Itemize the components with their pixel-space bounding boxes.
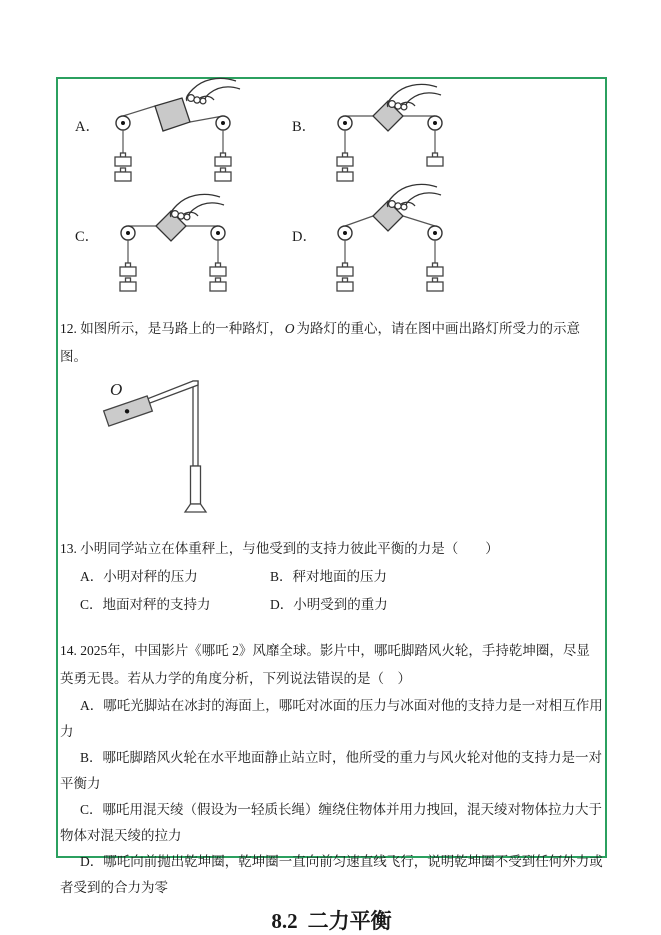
weight-stack-icon bbox=[115, 153, 231, 181]
q14-option-a: A．哪吒光脚站在冰封的海面上，哪吒对冰面的压力与冰面对他的支持力是一对相互作用力 bbox=[60, 698, 603, 739]
weight-stack-icon bbox=[120, 263, 226, 291]
q12-prefix: 12. 如图所示，是马路上的一种路灯， bbox=[60, 321, 283, 336]
q12-center-symbol: O bbox=[284, 321, 295, 336]
option-letter-d: D． bbox=[292, 229, 317, 245]
q14-option-c: C．哪吒用混天绫（假设为一轻质长绳）缠绕住物体并用力拽回，混天绫对物体拉力大于物体对混天绫的拉力 bbox=[60, 802, 603, 843]
pulley-diagram-b-image bbox=[318, 85, 496, 191]
section-number: 8.2 bbox=[271, 909, 298, 933]
option-figure-a bbox=[75, 85, 292, 191]
q14-option-b: B．哪吒脚踏风火轮在水平地面静止站立时，他所受的重力与风火轮对他的支持力是一对平衡力 bbox=[60, 750, 603, 791]
option-figure-d bbox=[292, 195, 603, 301]
held-block bbox=[155, 98, 190, 131]
option-letter-b: B． bbox=[292, 119, 317, 135]
worksheet-page bbox=[56, 77, 607, 933]
option-figure-c bbox=[75, 195, 292, 301]
section-heading bbox=[60, 905, 603, 935]
hand-icon bbox=[186, 78, 240, 104]
lamp-head bbox=[104, 396, 153, 426]
q13-option-c: C．地面对秤的支持力 bbox=[80, 597, 211, 612]
street-lamp-figure bbox=[98, 371, 603, 513]
pulley-diagram-c-image bbox=[101, 195, 279, 301]
weight-stack-icon bbox=[337, 263, 443, 291]
lamp-arm bbox=[147, 381, 198, 403]
option-letter-a: A． bbox=[75, 119, 100, 135]
pulley-options-figure bbox=[75, 85, 603, 301]
option-letter-c: C． bbox=[75, 229, 100, 245]
q13-option-a: A．小明对秤的压力 bbox=[80, 569, 198, 584]
pulley-diagram-d-image bbox=[318, 195, 496, 301]
lamp-pole-sleeve bbox=[191, 466, 201, 504]
lamp-pole bbox=[193, 381, 198, 466]
question-14-text: 14. 2025年，中国影片《哪吒 2》风靡全球。影片中，哪吒脚踏风火轮，手持乾坤圈，尽显英勇无畏。若从力学的角度分析，下列说法错误的是（ ） bbox=[60, 643, 590, 686]
q13-option-b: B．秤对地面的压力 bbox=[270, 569, 388, 584]
question-12-text bbox=[60, 315, 603, 371]
question-13-text: 13. 小明同学站立在体重秤上，与他受到的支持力彼此平衡的力是（ ） bbox=[60, 541, 499, 556]
question-13-options bbox=[60, 563, 603, 619]
option-figure-b bbox=[292, 85, 603, 191]
pulley-diagram-a-image bbox=[101, 85, 279, 191]
section-title: 二力平衡 bbox=[307, 909, 392, 933]
lamp-base bbox=[185, 504, 206, 512]
hand-icon bbox=[387, 84, 441, 110]
lamp-center-o-label: O bbox=[110, 380, 123, 399]
weight-stack-icon bbox=[337, 153, 443, 181]
q14-option-d: D．哪吒向前抛出乾坤圈，乾坤圈一直向前匀速直线飞行，说明乾坤圈不受到任何外力或者受到的合力为零 bbox=[60, 854, 603, 895]
q13-option-d: D．小明受到的重力 bbox=[270, 597, 388, 612]
q12-suffix: 为路灯的重心，请在图中画出路灯所受力的示意图。 bbox=[60, 321, 580, 364]
hand-icon bbox=[170, 194, 224, 220]
